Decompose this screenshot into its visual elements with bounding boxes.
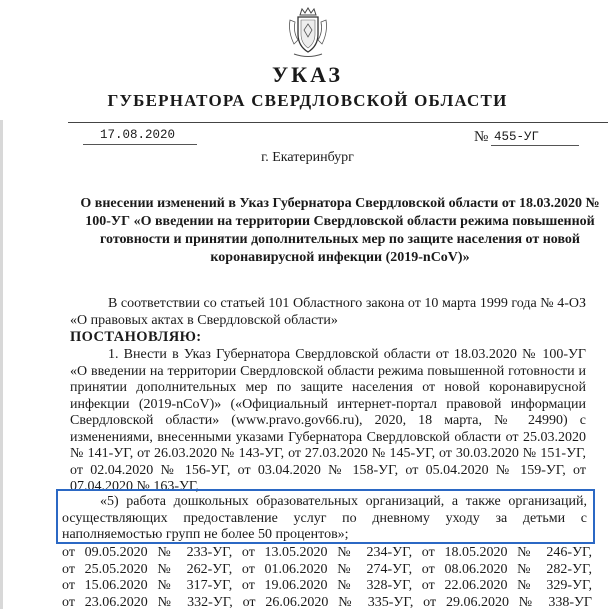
intro-paragraph: В соответствии со статьей 101 Областного закона от 10 марта 1999 года № 4-ОЗ «О правовых актах в Свердловской области»	[70, 296, 586, 328]
amendments-line: от 23.06.2020 № 332-УГ, от 26.06.2020 № 335-УГ, от 29.06.2020 № 338-УГ	[62, 595, 592, 611]
decree-heading: О внесении изменений в Указ Губернатора Свердловской области от 18.03.2020 № 100-УГ «О введении на территории Свердловской области режима повышенной готовности и принятии дополнительных мер по защите населения от новой коронавирусной инфекции (2019-nCoV)»	[80, 196, 600, 265]
amendments-line: от 15.06.2020 № 317-УГ, от 19.06.2020 № 328-УГ, от 22.06.2020 № 329-УГ,	[62, 578, 592, 594]
highlighted-paragraph: «5) работа дошкольных образовательных организаций, а также организаций, осуществляющих предоставление услуг по дневному уходу за детьми с наполняемостью групп не более 50 процентов»;	[62, 494, 587, 542]
decree-number: 455-УГ	[494, 130, 540, 144]
amendments-line: от 09.05.2020 № 233-УГ, от 13.05.2020 № 234-УГ, от 18.05.2020 № 246-УГ,	[62, 545, 592, 560]
highlight-box	[56, 489, 595, 544]
coat-of-arms-icon	[286, 6, 330, 60]
number-underline	[491, 145, 579, 146]
header-divider	[68, 122, 608, 123]
decree-word: ПОСТАНОВЛЯЮ:	[70, 329, 202, 345]
number-sign: №	[474, 129, 489, 145]
amendments-line: от 25.05.2020 № 262-УГ, от 01.06.2020 № 274-УГ, от 08.06.2020 № 282-УГ,	[62, 561, 592, 577]
document-title: УКАЗ	[271, 62, 344, 87]
document-subtitle: ГУБЕРНАТОРА СВЕРДЛОВСКОЙ ОБЛАСТИ	[107, 91, 508, 110]
city: г. Екатеринбург	[261, 150, 354, 165]
scan-edge	[0, 120, 3, 609]
item-1-paragraph: 1. Внести в Указ Губернатора Свердловской области от 18.03.2020 № 100-УГ «О введении на территории Свердловской области режима повышенной готовности и принятии дополнительных мер по защите населения от новой коронавирусной инфекции (2019-nCoV)» («Официальный интернет-портал правовой информации Свердловской области» (www.pravo.gov66.ru), 2020, 18 марта, № 24990) с изменениями, внесенными указами Губернатора Свердловской области от 25.03.2020 № 141-УГ, от 26.03.2020 № 143-УГ, от 27.03.2020 № 145-УГ, от 30.03.2020 № 151-УГ, от 02.04.2020 № 156-УГ, от 03.04.2020 № 158-УГ, от 05.04.2020 № 159-УГ, от 07.04.2020 № 163-УГ,	[70, 347, 586, 494]
date-underline	[83, 144, 197, 145]
amendments-list	[62, 545, 592, 612]
decree-date: 17.08.2020	[100, 128, 176, 142]
